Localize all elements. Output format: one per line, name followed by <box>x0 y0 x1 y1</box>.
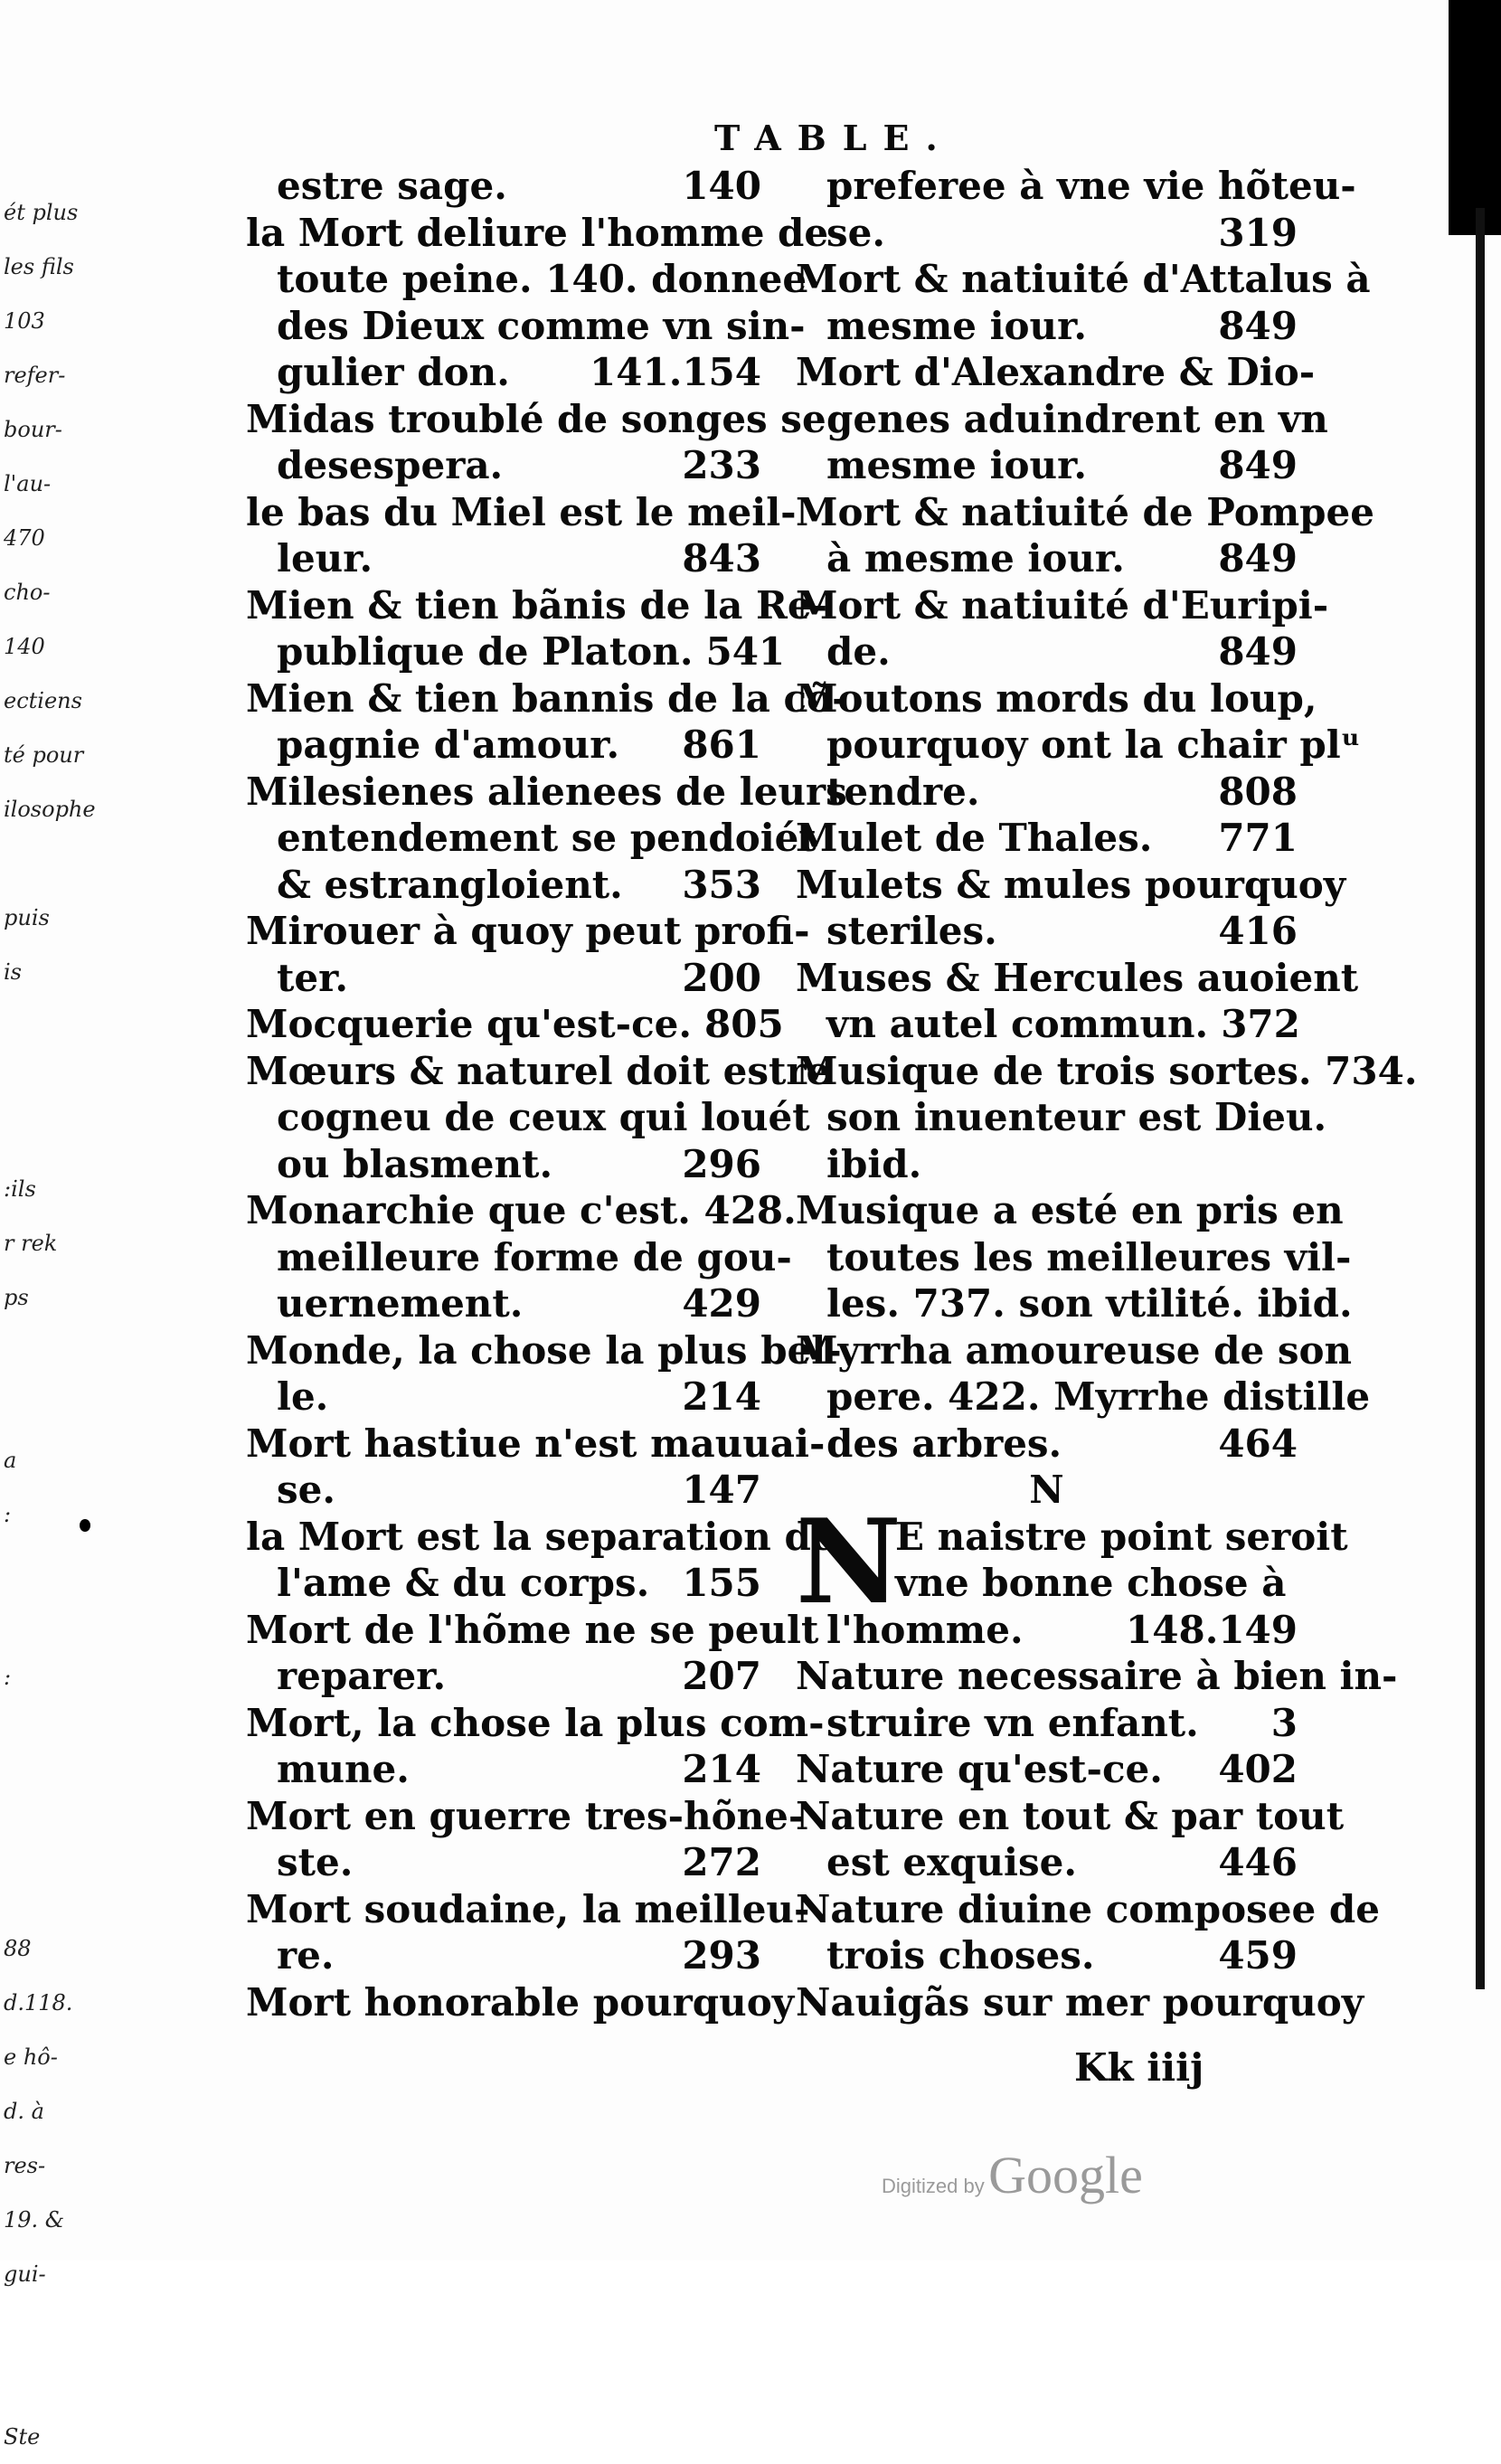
page-number <box>1380 1886 1392 1933</box>
index-entry-line <box>796 163 1356 210</box>
entry-text: trois choses. <box>826 1933 1095 1978</box>
index-entry-line <box>796 722 1361 769</box>
entry-text: reparer. <box>277 1654 447 1698</box>
page-number: 849 <box>1218 536 1298 581</box>
entry-text: re. <box>277 1933 335 1978</box>
page-number: 843 <box>682 536 761 581</box>
page-number: 805 <box>704 1002 784 1046</box>
entry-text: Mien & tien bannis de la cõ- <box>246 675 848 721</box>
index-entry-line <box>796 1094 1327 1141</box>
index-entry-line <box>246 582 828 629</box>
entry-text: uernement. <box>277 1281 524 1326</box>
index-entry-line <box>796 1280 1353 1327</box>
margin-fragment: Ste <box>4 2424 41 2450</box>
page-number <box>1328 396 1341 443</box>
index-entry-line <box>246 163 761 210</box>
page-number: 272 <box>682 1840 761 1884</box>
scan-edge-line <box>1476 208 1485 1989</box>
entry-text: Nature diuine composee de <box>796 1886 1380 1931</box>
entry-text: Mien & tien bãnis de la Re- <box>246 582 828 628</box>
ink-spot <box>80 1519 90 1532</box>
entry-text: à mesme iour. <box>826 536 1125 581</box>
margin-fragment: res- <box>4 2153 46 2178</box>
digitized-watermark <box>882 2145 1143 2205</box>
entry-text: des arbres. <box>826 1421 1062 1466</box>
entry-text: pere. 422. Myrrhe distille <box>826 1374 1371 1419</box>
entry-text: struire vn enfant. <box>826 1700 1199 1745</box>
margin-fragment <box>4 1053 76 1108</box>
index-entry-line <box>246 1001 784 1048</box>
entry-text: desespera. <box>277 443 504 487</box>
page-number: 3 <box>1270 1700 1298 1745</box>
index-entry-line <box>246 1793 805 1840</box>
page-number <box>1356 163 1369 210</box>
index-entry-line <box>246 1467 761 1514</box>
entry-text: Mort soudaine, la meilleu- <box>246 1886 810 1931</box>
margin-fragment: 19. & <box>4 2207 65 2233</box>
page-number: 141.154 <box>590 350 761 394</box>
watermark-brand: Google <box>988 2146 1143 2204</box>
entry-text: mesme iour. <box>826 443 1087 487</box>
page-number: 402 <box>1218 1747 1298 1791</box>
entry-text: ste. <box>277 1840 354 1884</box>
margin-fragment: a <box>4 1448 17 1473</box>
index-entry-line <box>246 1886 810 1933</box>
page-number: 464 <box>1218 1421 1298 1466</box>
page-number: 214 <box>682 1747 761 1791</box>
entry-text: se. <box>277 1468 335 1512</box>
page-number: 849 <box>1218 629 1298 674</box>
running-head: TABLE. <box>714 118 954 158</box>
index-entry-line <box>796 1374 1371 1421</box>
page-number <box>1417 1048 1430 1095</box>
page-number <box>1315 349 1327 396</box>
entry-text: Muses & Hercules auoient <box>796 955 1359 1000</box>
page-number <box>1361 722 1374 769</box>
entry-text: ibid. <box>826 1141 922 1186</box>
entry-text: les. 737. son vtilité. ibid. <box>826 1281 1353 1326</box>
entry-text: Mœurs & naturel doit estre <box>246 1048 831 1093</box>
page-number: 148.149 <box>1126 1607 1298 1652</box>
index-entry-line <box>246 1979 795 2026</box>
entry-text: vne bonne chose à <box>895 1561 1287 1605</box>
page-number: 155 <box>682 1561 761 1605</box>
margin-fragment: refer- <box>4 363 66 388</box>
entry-text: la Mort deliure l'homme de <box>246 210 829 255</box>
page-number <box>1285 1141 1298 1188</box>
index-entry-line <box>246 1141 761 1188</box>
catchword: Kk iiij <box>1074 2045 1204 2090</box>
entry-text: gulier don. <box>277 350 510 394</box>
margin-fragment: bour- <box>4 417 62 442</box>
index-entry-line <box>796 628 1298 675</box>
index-entry-line <box>246 862 761 909</box>
index-entry-line <box>246 303 806 350</box>
index-entry-line <box>796 582 1329 629</box>
page-number: 416 <box>1218 909 1298 953</box>
margin-fragment <box>4 1759 76 1813</box>
page-number <box>1353 1280 1365 1327</box>
page-number: 353 <box>682 862 761 907</box>
index-entry-line <box>246 396 826 443</box>
page-number <box>1374 489 1387 536</box>
margin-fragment: 470 <box>4 525 45 551</box>
page-number: 849 <box>1218 303 1298 348</box>
entry-text: Mirouer à quoy peut profi- <box>246 909 810 953</box>
entry-text: Mort & natiuité d'Attalus à <box>796 257 1371 301</box>
entry-text: estre sage. <box>277 164 507 208</box>
entry-text: mune. <box>277 1747 410 1791</box>
entry-text: Nature necessaire à bien in- <box>796 1654 1398 1698</box>
entry-text: genes aduindrent en vn <box>826 396 1328 441</box>
page-number: 459 <box>1218 1933 1298 1978</box>
margin-fragment <box>4 1325 76 1379</box>
entry-text: meilleure forme de gou- <box>277 1234 792 1279</box>
entry-text: vn autel commun. <box>826 1002 1209 1046</box>
margin-fragment: d.118. <box>4 1990 73 2016</box>
entry-text: Mort hastiue n'est mauuai- <box>246 1421 826 1466</box>
index-entry-line <box>796 1746 1298 1793</box>
index-entry-line <box>796 908 1298 955</box>
entry-text: Mort d'Alexandre & Dio- <box>796 350 1316 394</box>
margin-fragment: e hô- <box>4 2044 58 2070</box>
index-entry-line <box>246 675 848 722</box>
index-entry-line <box>796 1979 1364 2026</box>
entry-text: mesme iour. <box>826 303 1087 348</box>
entry-text: Mort honorable pourquoy <box>246 1979 795 2025</box>
page-number <box>1351 1234 1364 1281</box>
index-entry-line <box>246 1048 831 1095</box>
entry-text: preferee à vne vie hõteu- <box>826 164 1356 208</box>
index-entry-line <box>246 1421 826 1468</box>
adjacent-page-bleed <box>4 185 96 2464</box>
margin-fragment: r rek <box>4 1231 58 1256</box>
index-entry-line <box>246 955 761 1002</box>
entry-text: Moutons mords du loup, <box>796 675 1317 721</box>
margin-fragment: puis <box>4 905 50 930</box>
margin-fragment <box>4 999 76 1053</box>
index-entry-line <box>246 1327 842 1374</box>
page-number: 319 <box>1218 210 1298 255</box>
index-entry-line <box>796 1932 1298 1979</box>
entry-text: E naistre point seroit <box>895 1514 1348 1559</box>
entry-text: Nature en tout & par tout <box>796 1793 1345 1838</box>
entry-text: Musique a esté en pris en <box>796 1188 1344 1232</box>
index-entry-line <box>246 769 847 816</box>
page-number <box>1286 1560 1298 1607</box>
index-entry-line <box>246 1700 825 1747</box>
entry-text: le bas du Miel est le meil- <box>246 489 797 534</box>
entry-text: son inuenteur est Dieu. <box>826 1095 1327 1139</box>
index-entry-line <box>246 1560 761 1607</box>
section-letter: N <box>1029 1468 1064 1512</box>
entry-text: Mort & natiuité de Pompee <box>796 489 1374 534</box>
page-number <box>1370 1374 1383 1421</box>
page-number <box>1358 955 1371 1002</box>
page-number: 372 <box>1221 1002 1300 1046</box>
margin-fragment: is <box>4 959 22 985</box>
entry-text: ou blasment. <box>277 1141 553 1186</box>
index-entry-line <box>246 535 761 582</box>
page-number: 808 <box>1218 769 1298 814</box>
page-number: 861 <box>682 722 761 767</box>
entry-text: publique de Platon. <box>277 629 694 674</box>
page-number: 771 <box>1218 816 1298 860</box>
index-entry-line <box>796 210 1298 257</box>
index-entry-line <box>246 1374 761 1421</box>
margin-fragment: ps <box>4 1285 29 1310</box>
margin-fragment <box>4 2355 76 2410</box>
entry-text: leur. <box>277 536 373 581</box>
entry-text: Milesienes alienees de leurs <box>246 769 847 814</box>
page-number <box>1317 675 1330 722</box>
page-number: 296 <box>682 1141 761 1186</box>
margin-fragment: les fils <box>4 254 74 279</box>
margin-fragment: 88 <box>4 1936 32 1961</box>
entry-text: & estrangloient. <box>277 862 623 907</box>
index-entry-line <box>246 489 797 536</box>
margin-fragment: té pour <box>4 742 84 768</box>
page-number <box>1352 1327 1364 1374</box>
index-entry-line <box>796 303 1298 350</box>
entry-text: toutes les meilleures vil- <box>826 1234 1352 1279</box>
index-entry-line <box>246 442 761 489</box>
entry-text: tendre. <box>826 769 980 814</box>
entry-text: de. <box>826 629 891 674</box>
margin-fragment <box>4 1596 76 1650</box>
index-entry-line <box>246 628 786 675</box>
page-number: 207 <box>682 1654 761 1698</box>
margin-fragment: cho- <box>4 580 51 605</box>
entry-text: Nauigãs sur mer pourquoy <box>796 1979 1364 2025</box>
entry-text: Mulets & mules pourquoy <box>796 862 1346 907</box>
entry-text: Nature qu'est-ce. <box>796 1747 1163 1791</box>
index-entry-line <box>796 349 1316 396</box>
index-column-left <box>246 163 848 2025</box>
entry-text: Mort de l'hõme ne se peult <box>246 1607 819 1652</box>
index-entry-line <box>796 1886 1380 1933</box>
index-entry-line <box>796 1141 1298 1188</box>
margin-fragment <box>4 836 76 891</box>
index-entry-line <box>246 1094 810 1141</box>
entry-text: Mort, la chose la plus com- <box>246 1700 825 1745</box>
margin-fragment <box>4 1813 76 1867</box>
entry-text: ter. <box>277 955 349 1000</box>
entry-text: Midas troublé de songes se <box>246 396 826 441</box>
page-number <box>1397 1653 1410 1700</box>
index-entry-line <box>246 1839 761 1886</box>
drop-cap: N <box>796 1494 902 1630</box>
index-entry-line <box>796 535 1298 582</box>
entry-text: est exquise. <box>826 1840 1077 1884</box>
index-entry-line <box>796 1839 1298 1886</box>
index-entry-line <box>796 1653 1398 1700</box>
index-entry-line <box>796 256 1371 303</box>
margin-fragment: ét plus <box>4 200 79 225</box>
index-entry-line <box>246 1234 792 1281</box>
margin-fragment: ectiens <box>4 688 82 713</box>
entry-text: entendement se pendoiét <box>277 816 817 860</box>
index-entry-line <box>796 1048 1418 1095</box>
page-number: 429 <box>682 1281 761 1326</box>
page-number <box>1328 582 1341 629</box>
index-entry-line <box>796 1001 1298 1048</box>
index-entry-line <box>796 815 1298 862</box>
scan-edge-shadow <box>1449 0 1501 235</box>
page-number: 446 <box>1218 1840 1298 1884</box>
index-entry-line <box>246 815 817 862</box>
entry-text: toute peine. 140. donnee <box>277 257 807 301</box>
index-entry-line <box>796 675 1317 722</box>
entry-text: steriles. <box>826 909 997 953</box>
margin-fragment: : <box>4 1502 12 1527</box>
entry-text: l'homme. <box>826 1607 1024 1652</box>
entry-text: la Mort est la separation de <box>246 1514 835 1559</box>
index-entry-line <box>796 1793 1345 1840</box>
index-entry-line <box>796 1234 1352 1281</box>
margin-fragment: d. à <box>4 2099 44 2124</box>
entry-text: l'ame & du corps. <box>277 1561 650 1605</box>
page-number <box>1326 1094 1339 1141</box>
index-entry-line <box>246 1653 761 1700</box>
index-entry-line <box>796 1700 1298 1747</box>
index-entry-line <box>796 489 1374 536</box>
watermark-prefix: Digitized by <box>882 2175 985 2197</box>
page-number: 293 <box>682 1933 761 1978</box>
index-entry-line <box>796 442 1298 489</box>
index-entry-line <box>796 955 1359 1002</box>
entry-text: Mocquerie qu'est-ce. <box>246 1002 693 1046</box>
entry-text: Mulet de Thales. <box>796 816 1153 860</box>
margin-fragment: 140 <box>4 634 45 659</box>
margin-fragment: :ils <box>4 1176 36 1202</box>
page-number: 541 <box>705 629 786 674</box>
page-number <box>1371 256 1383 303</box>
margin-fragment <box>4 1704 76 1759</box>
index-entry-line <box>796 769 1298 816</box>
entry-text: Mort & natiuité d'Euripi- <box>796 582 1329 628</box>
entry-text: le. <box>277 1374 329 1419</box>
page-number <box>1348 1514 1361 1561</box>
index-entry-line <box>796 862 1346 909</box>
page-number: 233 <box>682 443 761 487</box>
index-entry-line <box>246 210 829 257</box>
page-number: 147 <box>682 1468 761 1512</box>
page-number <box>1344 1793 1356 1840</box>
entry-text: pagnie d'amour. <box>277 722 620 767</box>
index-entry-line <box>246 1280 761 1327</box>
page-number: 849 <box>1218 443 1298 487</box>
page-number <box>1344 1187 1356 1234</box>
page-number <box>1345 862 1358 909</box>
page-number: 140 <box>682 164 761 208</box>
margin-fragment: ilosophe <box>4 797 96 822</box>
page-number <box>1364 1979 1376 2026</box>
index-column-right <box>796 163 1418 2025</box>
entry-text: Monarchie que c'est. 428. <box>246 1188 797 1232</box>
entry-text: des Dieux comme vn sin- <box>277 303 806 348</box>
margin-fragment <box>4 1379 76 1433</box>
entry-text: pourquoy ont la chair plᵘ <box>826 722 1361 767</box>
page-number: 200 <box>682 955 761 1000</box>
margin-fragment <box>4 2301 76 2355</box>
index-entry-line <box>246 1746 761 1793</box>
margin-fragment <box>4 1108 76 1162</box>
entry-text: Musique de trois sortes. 734. <box>796 1048 1418 1093</box>
index-entry-line <box>246 1187 797 1234</box>
index-entry-line <box>796 1187 1344 1234</box>
entry-text: Mort en guerre tres-hõne- <box>246 1793 805 1838</box>
page-number: 214 <box>682 1374 761 1419</box>
index-entry-line <box>246 349 761 396</box>
margin-fragment: gui- <box>4 2261 46 2287</box>
index-entry-line <box>246 256 807 303</box>
index-entry-line <box>796 1421 1298 1468</box>
entry-text: Myrrha amoureuse de son <box>796 1327 1353 1373</box>
entry-text: Monde, la chose la plus bel- <box>246 1327 842 1373</box>
index-entry-line <box>246 1607 819 1654</box>
index-entry-line <box>246 1514 835 1561</box>
entry-text: se. <box>826 210 885 255</box>
margin-fragment: : <box>4 1665 12 1690</box>
margin-fragment <box>4 1542 76 1596</box>
entry-text: cogneu de ceux qui louét <box>277 1095 810 1139</box>
margin-fragment: l'au- <box>4 471 52 496</box>
margin-fragment: 103 <box>4 308 45 334</box>
margin-fragment <box>4 1867 76 1921</box>
index-entry-line <box>246 908 810 955</box>
index-entry-line <box>246 1932 761 1979</box>
index-entry-line <box>796 396 1328 443</box>
index-entry-line <box>796 1327 1353 1374</box>
index-entry-line <box>246 722 761 769</box>
